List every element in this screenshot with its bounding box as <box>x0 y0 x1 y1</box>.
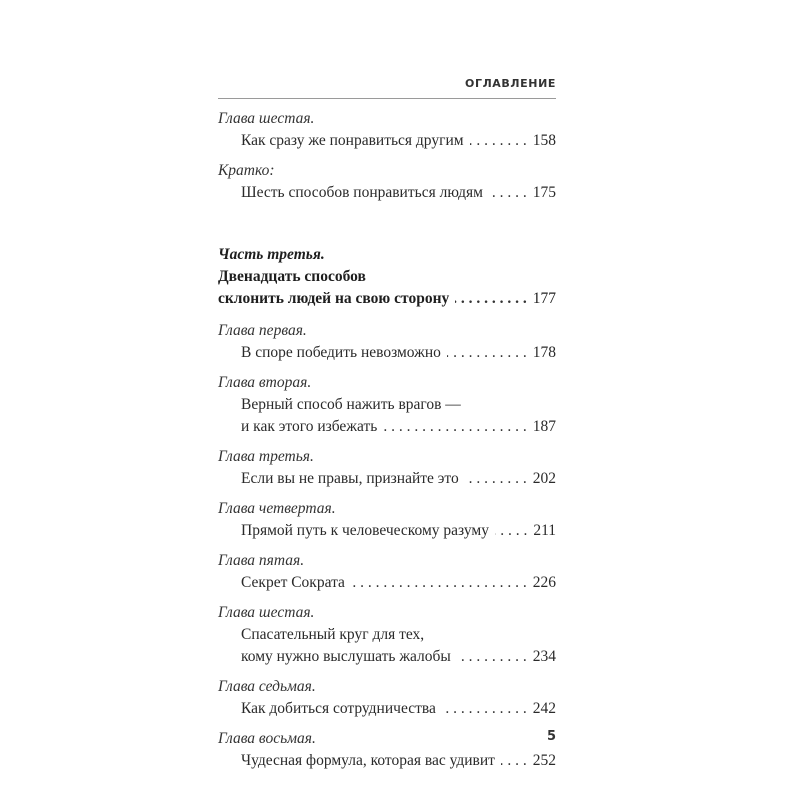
toc-entry <box>218 676 556 720</box>
toc-entry-label: Глава первая. <box>218 322 307 339</box>
leader-dots <box>470 130 527 152</box>
toc-entry-title[interactable]: Чудесная формула, которая вас удивит . . . 252 <box>218 750 556 772</box>
page-number: 242 <box>532 700 556 717</box>
toc-part-label: Часть третья. <box>218 246 325 263</box>
toc-part-entry <box>218 244 556 310</box>
toc-entry-label: Глава седьмая. <box>218 678 316 695</box>
toc-part-title[interactable]: склонить людей на свою сторону . . . 177 <box>218 288 556 310</box>
toc-entry-label: Глава четвертая. <box>218 500 336 517</box>
toc-entry-label: Глава вторая. <box>218 374 312 391</box>
toc-entry-title[interactable]: Шесть способов понравиться людям . . . 175 <box>218 182 556 204</box>
toc-entry <box>218 320 556 364</box>
page-number: 177 <box>532 290 556 307</box>
toc-part-title-line[interactable]: Двенадцать способов <box>218 268 366 285</box>
page-number: 178 <box>532 344 556 361</box>
toc-entry-title[interactable]: и как этого избежать . . . 187 <box>218 416 556 438</box>
toc-entry-label: Кратко: <box>218 162 275 179</box>
page-number: 187 <box>532 418 556 435</box>
toc-entry-title[interactable]: Прямой путь к человеческому разуму . . . 211 <box>218 520 556 542</box>
toc-entry <box>218 550 556 594</box>
leader-dots <box>383 416 526 438</box>
toc-entry-label: Глава шестая. <box>218 110 315 127</box>
page-number: 226 <box>532 574 556 591</box>
page-folio: 5 <box>546 729 556 744</box>
toc-entry-title-line[interactable]: Спасательный круг для тех, <box>241 626 425 643</box>
toc-entry-title[interactable]: В споре победить невозможно . . . 178 <box>218 342 556 364</box>
page-number: 202 <box>532 470 556 487</box>
toc-entry-label: Глава пятая. <box>218 552 305 569</box>
toc-entry-title[interactable]: кому нужно выслушать жалобы . . . 234 <box>218 646 556 668</box>
toc-entry-title-line[interactable]: Верный способ нажить врагов — <box>241 396 461 413</box>
toc-entry <box>218 498 556 542</box>
leader-dots <box>489 182 527 204</box>
toc-entry-title[interactable]: Секрет Сократа . . . 226 <box>218 572 556 594</box>
toc-entry-title[interactable]: Как добиться сотрудничества . . . 242 <box>218 698 556 720</box>
toc-entry-label: Глава восьмая. <box>218 730 316 747</box>
page-number: 234 <box>532 648 556 665</box>
leader-dots <box>457 646 527 668</box>
toc-entry-label: Глава шестая. <box>218 604 315 621</box>
table-of-contents <box>218 108 556 780</box>
toc-entry-label: Глава третья. <box>218 448 314 465</box>
header-rule <box>218 98 556 99</box>
page-number: 158 <box>532 132 556 149</box>
running-header: ОГЛАВЛЕНИЕ <box>465 77 556 90</box>
leader-dots <box>351 572 527 594</box>
leader-dots <box>465 468 527 490</box>
leader-dots <box>501 750 527 772</box>
page-number: 252 <box>532 752 556 769</box>
leader-dots <box>455 288 527 310</box>
toc-entry <box>218 160 556 204</box>
toc-entry <box>218 602 556 668</box>
page-number: 211 <box>533 522 556 539</box>
toc-entry-title[interactable]: Если вы не правы, признайте это . . . 202 <box>218 468 556 490</box>
toc-entry <box>218 372 556 438</box>
toc-entry <box>218 108 556 152</box>
toc-entry <box>218 446 556 490</box>
leader-dots <box>495 520 527 542</box>
toc-entry-title[interactable]: Как сразу же понравиться другим . . . 158 <box>218 130 556 152</box>
page-number: 175 <box>532 184 556 201</box>
leader-dots <box>442 698 527 720</box>
leader-dots <box>447 342 527 364</box>
